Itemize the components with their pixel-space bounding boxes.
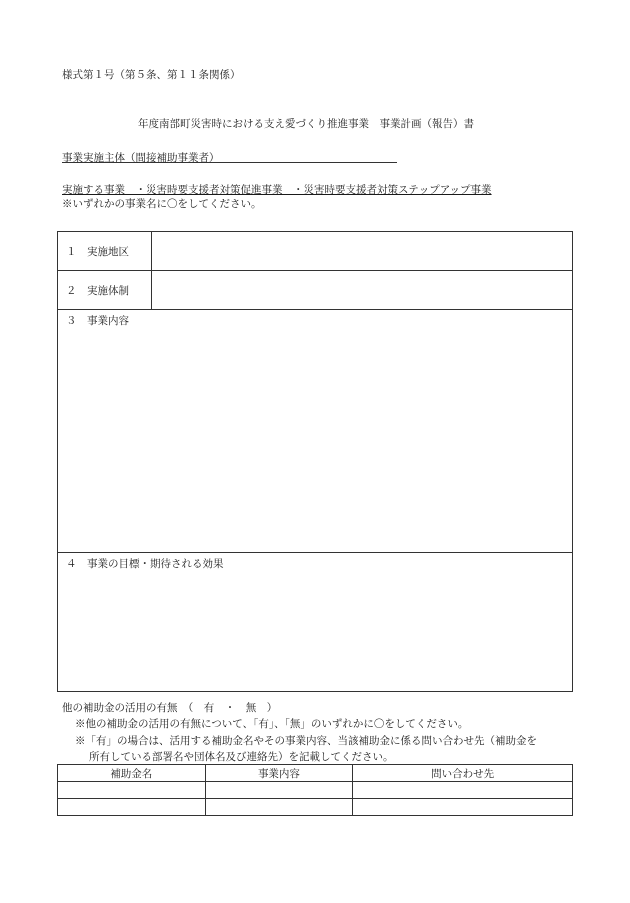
- table-cell[interactable]: [58, 799, 206, 816]
- table-cell[interactable]: [58, 782, 206, 799]
- form-number: 様式第１号（第５条、第１１条関係）: [62, 69, 241, 81]
- subsidy-question: 他の補助金の活用の有無 （ 有 ・ 無 ）: [62, 702, 278, 714]
- section-value-structure[interactable]: [152, 271, 573, 310]
- operator-field[interactable]: [62, 162, 397, 163]
- section-label-structure: ２ 実施体制: [58, 271, 152, 310]
- subsidy-note-1: ※他の補助金の活用の有無について、「有」、「無」のいずれかに〇をしてください。: [75, 718, 469, 730]
- subsidy-table: [57, 764, 573, 816]
- table-header-row: [58, 765, 573, 782]
- project-line-text: 実施する事業 ・災害時要支援者対策促進事業 ・災害時要支援者対策ステップアップ事業: [62, 184, 492, 196]
- table-row: [58, 553, 573, 692]
- subsidy-note-2-line-1: ※「有」の場合は、活用する補助金名やその事業内容、当該補助金に係る問い合わせ先（補助金を: [75, 735, 537, 747]
- document-title: 年度南部町災害時における支え愛づくり推進事業 事業計画（報告）書: [138, 118, 474, 130]
- plan-table: [57, 231, 573, 692]
- section-goals[interactable]: [58, 553, 573, 692]
- header-contact: 問い合わせ先: [353, 765, 573, 782]
- table-row: [58, 782, 573, 799]
- section-label-goals: ４ 事業の目標・期待される効果: [66, 558, 224, 570]
- subsidy-note-2-line-2: 所有している部署名や団体名及び連絡先）を記載してください。: [89, 751, 394, 763]
- table-cell[interactable]: [205, 782, 353, 799]
- section-label-area: １ 実施地区: [58, 232, 152, 271]
- table-row: [58, 310, 573, 553]
- table-row: [58, 232, 573, 271]
- operator-label-text: 事業実施主体（間接補助事業者）: [62, 152, 220, 164]
- table-cell[interactable]: [353, 799, 573, 816]
- table-row: [58, 271, 573, 310]
- table-cell[interactable]: [205, 799, 353, 816]
- section-label-content: ３ 事業内容: [66, 315, 129, 327]
- section-content[interactable]: [58, 310, 573, 553]
- project-note: ※いずれかの事業名に〇をしてください。: [62, 198, 262, 210]
- project-line: [62, 182, 492, 197]
- section-value-area[interactable]: [152, 232, 573, 271]
- table-cell[interactable]: [353, 782, 573, 799]
- table-row: [58, 799, 573, 816]
- header-project-content: 事業内容: [205, 765, 353, 782]
- header-subsidy-name: 補助金名: [58, 765, 206, 782]
